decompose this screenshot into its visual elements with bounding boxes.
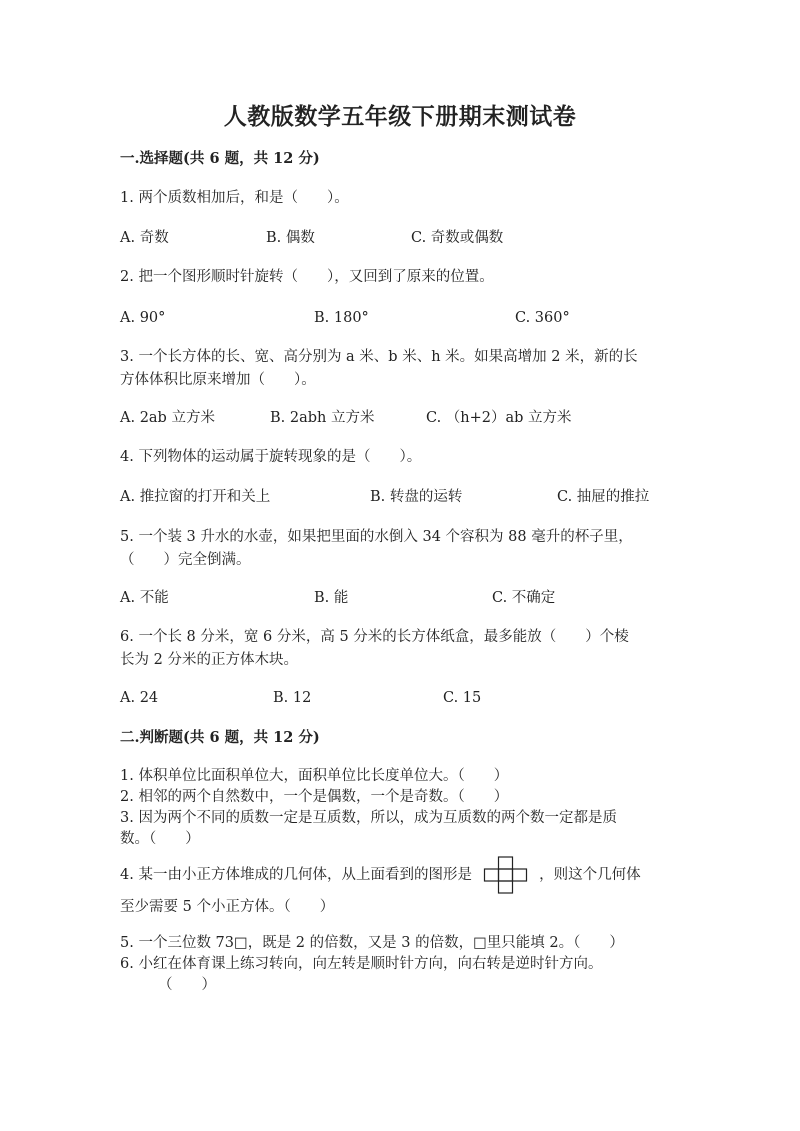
section-heading-judgement: 二.判断题(共 6 题，共 12 分) bbox=[120, 729, 320, 746]
question-5-option-b: B. 能 bbox=[314, 590, 349, 606]
question-6-option-b: B. 12 bbox=[273, 690, 312, 706]
judgement-4-line1 bbox=[120, 856, 641, 894]
judgement-4-text-after: ，则这个几何体 bbox=[539, 867, 641, 883]
question-3-stem-line2: 方体体积比原来增加（ ）。 bbox=[120, 372, 316, 388]
question-3-option-b: B. 2abh 立方米 bbox=[270, 410, 375, 426]
judgement-3-line1: 3. 因为两个不同的质数一定是互质数，所以，成为互质数的两个数一定都是质 bbox=[120, 810, 617, 826]
question-3-option-a: A. 2ab 立方米 bbox=[120, 410, 215, 426]
judgement-2: 2. 相邻的两个自然数中，一个是偶数，一个是奇数。（ ） bbox=[120, 789, 509, 805]
question-5-option-a: A. 不能 bbox=[120, 590, 169, 606]
question-6-option-a: A. 24 bbox=[120, 690, 159, 706]
question-1-option-b: B. 偶数 bbox=[266, 230, 315, 246]
judgement-5: 5. 一个三位数 73□，既是 2 的倍数，又是 3 的倍数，□里只能填 2。（ ） bbox=[120, 935, 624, 951]
question-3-option-c: C. （h+2）ab 立方米 bbox=[426, 410, 572, 426]
question-4-stem: 4. 下列物体的运动属于旋转现象的是（ ）。 bbox=[120, 449, 422, 465]
question-6-option-c: C. 15 bbox=[443, 690, 482, 706]
question-4-option-a: A. 推拉窗的打开和关上 bbox=[120, 489, 271, 505]
question-6-stem-line2: 长为 2 分米的正方体木块。 bbox=[120, 652, 298, 668]
judgement-1: 1. 体积单位比面积单位大，面积单位比长度单位大。（ ） bbox=[120, 768, 509, 784]
section-heading-choice: 一.选择题(共 6 题，共 12 分) bbox=[120, 150, 320, 167]
question-6-stem-line1: 6. 一个长 8 分米，宽 6 分米，高 5 分米的长方体纸盒，最多能放（ ）个棱 bbox=[120, 629, 629, 645]
question-1-stem: 1. 两个质数相加后，和是（ ）。 bbox=[120, 190, 349, 206]
judgement-6-line2: （ ） bbox=[158, 977, 216, 993]
judgement-3-line2: 数。（ ） bbox=[120, 831, 200, 847]
question-4-option-b: B. 转盘的运转 bbox=[370, 489, 463, 505]
judgement-4-text-before: 4. 某一由小正方体堆成的几何体，从上面看到的图形是 bbox=[120, 867, 472, 883]
question-2-option-c: C. 360° bbox=[515, 310, 570, 326]
question-2-option-b: B. 180° bbox=[314, 310, 369, 326]
question-3-stem-line1: 3. 一个长方体的长、宽、高分别为 a 米、b 米、h 米。如果高增加 2 米，新的长 bbox=[120, 349, 638, 365]
judgement-4-line2: 至少需要 5 个小正方体。（ ） bbox=[120, 899, 335, 915]
question-5-option-c: C. 不确定 bbox=[492, 590, 556, 606]
question-1-option-a: A. 奇数 bbox=[120, 230, 169, 246]
question-5-stem-line2: （ ）完全倒满。 bbox=[120, 552, 251, 568]
plus-shape-top-view-icon bbox=[483, 856, 529, 894]
question-2-stem: 2. 把一个图形顺时针旋转（ ），又回到了原来的位置。 bbox=[120, 269, 494, 285]
question-5-stem-line1: 5. 一个装 3 升水的水壶，如果把里面的水倒入 34 个容积为 88 毫升的杯子里， bbox=[120, 529, 633, 545]
question-2-option-a: A. 90° bbox=[120, 310, 166, 326]
page-title: 人教版数学五年级下册期末测试卷 bbox=[223, 103, 577, 130]
question-4-option-c: C. 抽屉的推拉 bbox=[557, 489, 650, 505]
judgement-6-line1: 6. 小红在体育课上练习转向，向左转是顺时针方向，向右转是逆时针方向。 bbox=[120, 956, 603, 972]
question-1-option-c: C. 奇数或偶数 bbox=[411, 230, 504, 246]
